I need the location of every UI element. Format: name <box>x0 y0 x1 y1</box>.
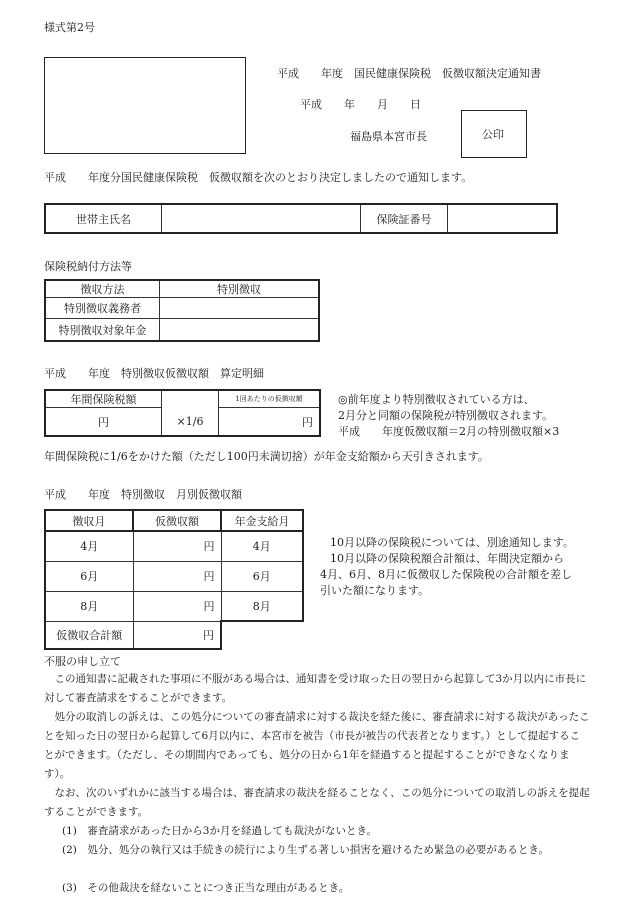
calc-note-1: ◎前年度より特別徴収されている方は、 <box>338 393 535 406</box>
pension-month-cell: 6月 <box>221 561 303 591</box>
calc-section-title: 平成 年度 特別徴収仮徴収額 算定明細 <box>44 367 264 380</box>
notice-title: 平成 年度 国民健康保険税 仮徴収額決定通知書 <box>277 67 541 80</box>
calc-note-2: 2月分と同額の保険税が特別徴収されます。 <box>338 409 554 422</box>
payment-method-table <box>44 279 320 342</box>
row-value-obligor <box>160 298 320 319</box>
table-row <box>45 591 303 621</box>
header-pension-month: 年金支給月 <box>221 510 303 531</box>
monthly-section-title: 平成 年度 特別徴収 月別仮徴収額 <box>44 488 242 501</box>
factor-cell: ×1/6 <box>162 408 219 437</box>
monthly-note-1: 10月以降の保険税については、別途通知します。 <box>330 536 574 549</box>
appeal-item-2: (2) 処分、処分の執行又は手続きの続行により生ずる著しい損害を避けるため緊急の必要があるとき。 <box>62 844 549 856</box>
col-header-special: 特別徴収 <box>160 280 320 298</box>
table-row <box>45 531 303 561</box>
empty-cell <box>221 621 303 649</box>
table-row <box>45 561 303 591</box>
header-month: 徴収月 <box>45 510 133 531</box>
monthly-note-3: 4月、6月、8月に仮徴収した保険税の合計額を差し <box>320 568 572 581</box>
issuer-name: 福島県本宮市長 <box>350 130 427 143</box>
amount-cell: 円 <box>133 531 221 561</box>
payment-section-title: 保険税納付方法等 <box>44 260 132 273</box>
total-amount: 円 <box>133 621 221 649</box>
appeal-paragraph-2: 処分の取消しの訴えは、この処分についての審査請求に対する裁決を経た後に、審査請求に対する裁決があったことを知った日の翌日から起算して6月以内に、本宮市を被告（市長が被告の代表者となります。）として提起することができます。（ただし、その期間内であっても、処分の日から1年を経過すると提起することができなくなります）。 <box>44 711 590 780</box>
per-payment-yen: 円 <box>219 408 321 437</box>
household-table <box>44 203 558 234</box>
appeal-paragraph-3: なお、次のいずれかに該当する場合は、審査請求の裁決を経ることなく、この処分についての取消しの訴えを提起することができます。 <box>44 787 590 818</box>
total-row <box>45 621 303 649</box>
seal-label: 公印 <box>482 128 504 141</box>
month-cell: 4月 <box>45 531 133 561</box>
row-label-obligor: 特別徴収義務者 <box>45 298 160 319</box>
month-cell: 8月 <box>45 591 133 621</box>
row-label-pension: 特別徴収対象年金 <box>45 319 160 341</box>
col-header-method: 徴収方法 <box>45 280 160 298</box>
row-value-pension <box>160 319 320 341</box>
appeal-title: 不服の申し立て <box>44 655 121 668</box>
amount-cell: 円 <box>133 591 221 621</box>
insurance-no-value <box>448 204 558 233</box>
calc-footnote: 年間保険税に1/6をかけた額（ただし100円未満切捨）が年金支給額から天引きされます。 <box>44 450 489 463</box>
appeal-paragraph-1: この通知書に記載された事項に不服がある場合は、通知書を受け取った日の翌日から起算して3か月以内に市長に対して審査請求をすることができます。 <box>44 673 587 704</box>
per-payment-label: 1回あたりの仮徴収額 <box>219 390 321 408</box>
annual-tax-label: 年間保険税額 <box>45 390 162 408</box>
month-cell: 6月 <box>45 561 133 591</box>
notice-date: 平成 年 月 日 <box>300 98 421 111</box>
annual-tax-yen: 円 <box>45 408 162 437</box>
household-head-label: 世帯主氏名 <box>45 204 162 233</box>
monthly-note-4: 引いた額になります。 <box>320 584 430 597</box>
intro-text: 平成 年度分国民健康保険税 仮徴収額を次のとおり決定しましたので通知します。 <box>44 171 473 184</box>
appeal-item-1: (1) 審査請求があった日から3か月を経過しても裁決がないとき。 <box>62 825 378 837</box>
calc-table <box>44 389 321 437</box>
amount-cell: 円 <box>133 561 221 591</box>
monthly-note-2: 10月以降の保険税額合計額は、年間決定額から <box>330 552 564 565</box>
calc-spacer <box>162 390 219 408</box>
form-number: 様式第2号 <box>44 21 95 34</box>
household-head-value <box>162 204 361 233</box>
insurance-no-label: 保険証番号 <box>361 204 448 233</box>
pension-month-cell: 8月 <box>221 591 303 621</box>
header-amount: 仮徴収額 <box>133 510 221 531</box>
appeal-item-3: (3) その他裁決を経ないことにつき正当な理由があるとき。 <box>62 882 350 894</box>
address-box <box>44 57 246 154</box>
calc-note-3: 平成 年度仮徴収額＝2月の特別徴収額×3 <box>338 425 560 438</box>
pension-month-cell: 4月 <box>221 531 303 561</box>
official-seal-box <box>461 110 527 158</box>
total-label: 仮徴収合計額 <box>45 621 133 649</box>
monthly-table <box>44 509 304 650</box>
